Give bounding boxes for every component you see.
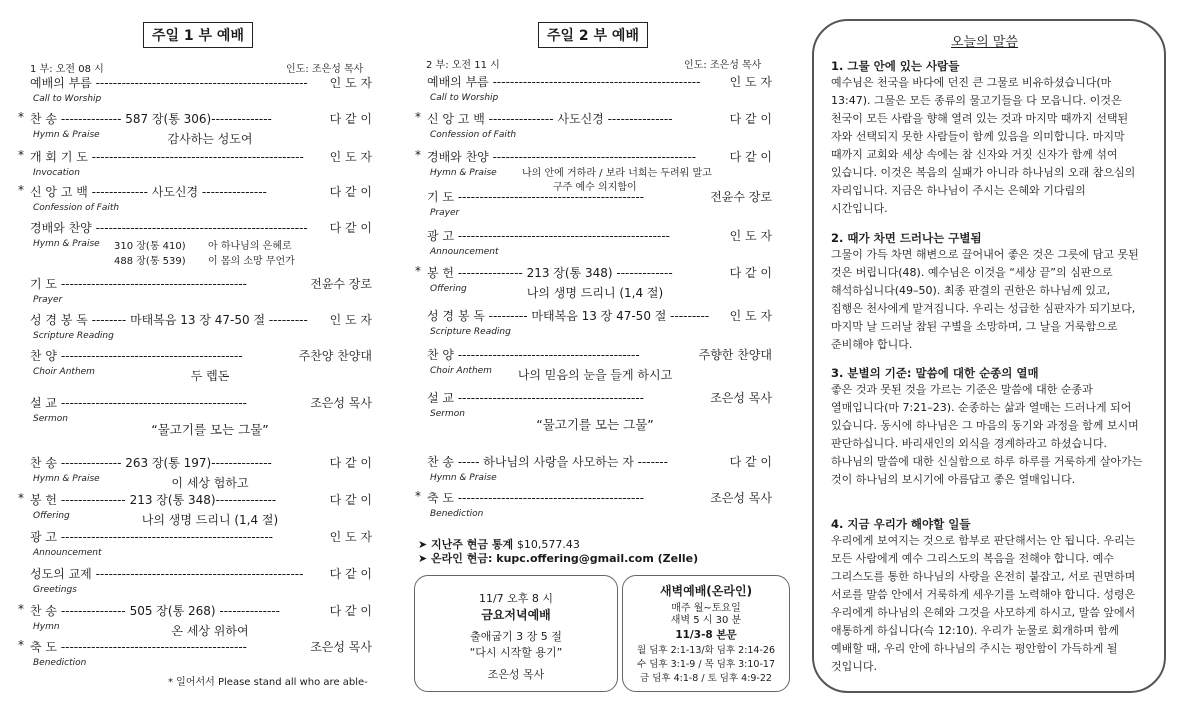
order-english-label: Call to Worship (33, 94, 102, 104)
message-body-1: 예수님은 천국을 바다에 던진 큰 그물로 비유하셨습니다(마 13:47). 그물은 모든 종류의 물고기들을 다 모읍니다. 이것은 천국이 모든 사람을 향해 열려 있는 것과 마지막 때까지 선택된 자와 선택되지 못한 사람들이 함께 있음을 의미합니다. 마지막 때까지 교회와 세상 속에는 참 신자와 거짓 신자가 함께 섞여 있습니다. 이것은 복음의 실패가 아니라 하나님의 오래 참으심의 자리입니다. 지금은 하나님이 주시는 은혜와 기다림의 시간입니다. (831, 76, 1136, 215)
order-role: 조은성 목사 (310, 640, 372, 654)
dawn-time: 새벽 5 시 30 분 (670, 615, 742, 626)
order-subtitle: “물고기를 모는 그물” (151, 422, 269, 437)
service2-header: 주일 2 부 예배 (538, 22, 648, 48)
message-heading-1: 1. 그물 안에 있는 사람들 (831, 59, 960, 73)
order-english-label: Offering (33, 511, 70, 521)
order-role: 인 도 자 (329, 76, 372, 90)
service2-time: 2 부: 오전 11 시 (426, 60, 500, 71)
service2-praise-2: 구주 예수 의지함이 (553, 182, 637, 193)
service1-time: 1 부: 오전 08 시 (30, 64, 104, 75)
dawn-service-box (622, 575, 790, 692)
order-role: 다 같 이 (729, 455, 772, 469)
message-title: 오늘의 말씀 (951, 35, 1018, 50)
order-subtitle: 이 세상 험하고 (171, 476, 249, 490)
dawn-reading-2: 수 딤후 3:1-9 / 목 딤후 3:10-17 (637, 659, 775, 670)
order-item: 기 도 ------------------------------------------- (427, 190, 645, 204)
service1-praise-num-1: 310 장(통 410) (114, 241, 186, 252)
order-role: 다 같 이 (729, 150, 772, 164)
service1-praise-num-2: 488 장(통 539) (114, 256, 186, 267)
friday-text: 출애굽기 3 장 5 절 (470, 630, 562, 643)
order-item: 기 도 ------------------------------------------- (30, 277, 248, 291)
order-item: 개 회 기 도 ------------------------------------------------- (30, 150, 304, 164)
service1-leader: 인도: 조은성 목사 (286, 64, 364, 75)
friday-date: 11/7 오후 8 시 (478, 592, 554, 605)
online-offering (418, 550, 698, 566)
cash-value: $10,577.43 (516, 538, 580, 551)
order-role: 다 같 이 (329, 112, 372, 126)
service2-leader: 인도: 조은성 목사 (684, 60, 762, 71)
service1-praise-title-1: 아 하나님의 은혜로 (208, 241, 292, 252)
order-item: 예배의 부름 ------------------------------------------------- (30, 76, 308, 90)
order-role: 조은성 목사 (710, 491, 772, 505)
service1-header: 주일 1 부 예배 (143, 22, 253, 48)
standing-mark: * (415, 489, 421, 503)
order-item: 경배와 찬양 ----------------------------------------------- (427, 150, 697, 164)
order-item: 성 경 봉 독 --------- 마태복음 13 장 47-50 절 --------- (427, 309, 710, 323)
order-english-label: Announcement (430, 247, 499, 257)
order-item: 경배와 찬양 ------------------------------------------------- (30, 221, 308, 235)
dawn-days: 매주 월~토요일 (671, 603, 741, 614)
message-heading-3: 3. 분별의 기준: 말씀에 대한 순종의 열매 (831, 366, 1039, 380)
order-english-label: Hymn (33, 622, 60, 632)
friday-service-box (414, 575, 618, 692)
order-role: 다 같 이 (729, 266, 772, 280)
standing-mark: * (415, 110, 421, 124)
order-item: 예배의 부름 ------------------------------------------------ (427, 75, 701, 89)
message-body-3: 좋은 것과 못된 것을 가르는 기준은 말씀에 대한 순종과 열매입니다(마 7:21–23). 순종하는 삶과 열매는 드러나게 되어 있습니다. 동시에 하나님은 그 마음의 동기와 과정을 함께 보시며 판단하십니다. 바리새인의 외식을 경계하라고 하셨습니다. 하나님의 말씀에 대한 신실함으로 하루 하루를 거룩하게 살아가는 것이 하나님의 보시기에 아름답고 좋은 열매입니다. (831, 383, 1143, 486)
order-english-label: Sermon (430, 409, 465, 419)
order-item: 찬 양 ------------------------------------------ (427, 348, 640, 362)
order-item: 축 도 ------------------------------------------- (427, 491, 645, 505)
order-item: 찬 송 -------------- 587 장(통 306)-------------- (30, 112, 272, 126)
order-item: 축 도 ------------------------------------------- (30, 640, 248, 654)
dawn-heading: 11/3-8 본문 (675, 629, 737, 641)
order-english-label: Choir Anthem (33, 367, 95, 377)
standing-mark: * (18, 110, 24, 124)
order-role: 다 같 이 (329, 456, 372, 470)
order-role: 인 도 자 (729, 75, 772, 89)
order-role: 조은성 목사 (710, 391, 772, 405)
order-item: 신 앙 고 백 --------------- 사도신경 --------------- (427, 112, 673, 126)
dawn-title: 새벽예배(온라인) (659, 584, 753, 598)
order-english-label: Scripture Reading (33, 331, 114, 341)
order-english-label: Prayer (430, 208, 460, 218)
order-english-label: Prayer (33, 295, 63, 305)
order-subtitle: 온 세상 위하여 (171, 624, 249, 638)
order-english-label: Hymn & Praise (430, 168, 497, 178)
order-item: 성 경 봉 독 -------- 마태복음 13 장 47-50 절 --------- (30, 313, 308, 327)
service1-praise-title-2: 이 몸의 소망 무언가 (208, 256, 295, 267)
standing-mark: * (18, 638, 24, 652)
order-english-label: Call to Worship (430, 93, 499, 103)
order-english-label: Scripture Reading (430, 327, 511, 337)
order-item: 찬 송 ----- 하나님의 사랑을 사모하는 자 ------- (427, 455, 668, 469)
order-item: 광 고 ------------------------------------------------- (30, 530, 273, 544)
order-role: 다 같 이 (329, 493, 372, 507)
order-role: 다 같 이 (329, 567, 372, 581)
order-english-label: Hymn & Praise (33, 474, 100, 484)
service2-praise-1: 나의 안에 거하라 / 보라 너희는 두려워 말고 (522, 168, 712, 179)
order-english-label: Sermon (33, 414, 68, 424)
order-role: 전윤수 장로 (310, 277, 372, 291)
order-english-label: Confession of Faith (430, 130, 517, 140)
online-label: 온라인 현금: (431, 552, 493, 565)
order-role: 조은성 목사 (310, 396, 372, 410)
standing-mark: * (415, 148, 421, 162)
order-item: 설 교 ------------------------------------------- (30, 396, 248, 410)
order-item: 설 교 ------------------------------------------- (427, 391, 645, 405)
online-value: kupc.offering@gmail.com (Zelle) (496, 552, 699, 565)
order-item: 찬 송 --------------- 505 장(통 268) -------------- (30, 604, 280, 618)
order-subtitle: 감사하는 성도여 (167, 132, 253, 146)
standing-mark: * (18, 148, 24, 162)
order-subtitle: “물고기를 모는 그물” (536, 417, 654, 432)
order-subtitle: 두 렙돈 (190, 369, 230, 383)
order-role: 인 도 자 (729, 229, 772, 243)
standing-footnote: * 일어서서 Please stand all who are able- (168, 677, 368, 688)
friday-subtitle: “다시 시작할 용기” (469, 646, 563, 659)
order-role: 다 같 이 (329, 604, 372, 618)
order-item: 봉 헌 --------------- 213 장(통 348)-------------- (30, 493, 277, 507)
friday-title: 금요저녁예배 (481, 608, 551, 622)
friday-speaker: 조은성 목사 (487, 668, 545, 681)
standing-mark: * (18, 491, 24, 505)
dawn-reading-1: 월 딤후 2:1-13/화 딤후 2:14-26 (637, 645, 775, 656)
message-body-4: 우리에게 보여지는 것으로 함부로 판단해서는 안 됩니다. 우리는 모든 사람에게 예수 그리스도의 복음을 전해야 합니다. 예수 그리스도를 통한 하나님의 사랑을 온전히 붙잡고, 서로 권면하며 서로를 말씀 안에서 거룩하게 세우기를 노력해야 합니다. 성령은 우리에게 하나님의 은혜와 그것을 사모하게 하시고, 말씀 앞에서 애통하게 하십니다(슥 12:10). 우리가 눈물로 회개하며 함께 예배할 때, 우리 안에 하나님의 주시는 평안함이 가득하게 될 것입니다. (831, 534, 1136, 673)
cash-label: 지난주 현금 통계 (431, 538, 514, 551)
dawn-reading-3: 금 딤후 4:1-8 / 토 딤후 4:9-22 (640, 673, 772, 684)
order-item: 찬 송 -------------- 263 장(통 197)-------------- (30, 456, 272, 470)
order-item: 광 고 ------------------------------------------------- (427, 229, 670, 243)
order-item: 신 앙 고 백 ------------- 사도신경 --------------- (30, 185, 267, 199)
arrow-icon: ➤ (418, 552, 432, 565)
order-subtitle: 나의 믿음의 눈을 들게 하시고 (517, 368, 673, 382)
order-english-label: Choir Anthem (430, 366, 492, 376)
order-english-label: Invocation (33, 168, 80, 178)
order-english-label: Greetings (33, 585, 77, 595)
standing-mark: * (415, 264, 421, 278)
order-role: 전윤수 장로 (710, 190, 772, 204)
order-subtitle: 나의 생명 드리니 (1,4 절) (526, 286, 664, 300)
order-role: 인 도 자 (329, 313, 372, 327)
order-item: 봉 헌 --------------- 213 장(통 348) ------------- (427, 266, 673, 280)
order-role: 인 도 자 (329, 150, 372, 164)
standing-mark: * (18, 183, 24, 197)
order-role: 다 같 이 (329, 221, 372, 235)
order-english-label: Hymn & Praise (33, 239, 100, 249)
order-role: 인 도 자 (729, 309, 772, 323)
order-role: 주찬양 찬양대 (298, 349, 372, 363)
message-heading-4: 4. 지금 우리가 해야할 일들 (831, 517, 971, 531)
arrow-icon: ➤ (418, 538, 432, 551)
order-english-label: Benediction (33, 658, 87, 668)
order-role: 다 같 이 (729, 112, 772, 126)
order-role: 인 도 자 (329, 530, 372, 544)
order-item: 성도의 교제 ------------------------------------------------ (30, 567, 304, 581)
message-body-2: 그물이 가득 차면 해변으로 끌어내어 좋은 것은 그릇에 담고 못된 것은 버립니다(48). 예수님은 이것을 “세상 끝”의 심판으로 해석하십니다(49–50). 최종 판결의 권한은 하나님께 있고, 집행은 천사에게 맡겨집니다. 우리는 성급한 심판자가 되기보다, 마지막 날 드러날 참된 구별을 소망하며, 그 날을 거룩함으로 준비해야 합니다. (831, 248, 1139, 351)
order-english-label: Confession of Faith (33, 203, 120, 213)
order-english-label: Benediction (430, 509, 484, 519)
order-role: 주향한 찬양대 (698, 348, 772, 362)
order-english-label: Hymn & Praise (430, 473, 497, 483)
standing-mark: * (18, 602, 24, 616)
order-role: 다 같 이 (329, 185, 372, 199)
order-english-label: Offering (430, 284, 467, 294)
order-english-label: Hymn & Praise (33, 130, 100, 140)
order-item: 찬 양 ------------------------------------------ (30, 349, 243, 363)
order-subtitle: 나의 생명 드리니 (1,4 절) (141, 513, 279, 527)
order-english-label: Announcement (33, 548, 102, 558)
message-heading-2: 2. 때가 차면 드러나는 구별됨 (831, 231, 982, 245)
